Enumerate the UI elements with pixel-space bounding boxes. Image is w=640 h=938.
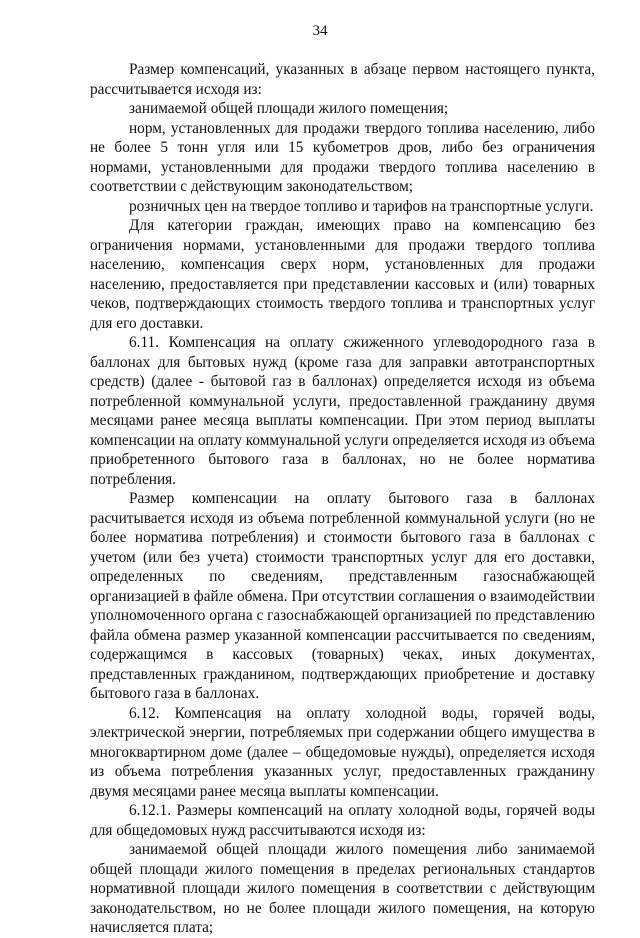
paragraph: 6.12.1. Размеры компенсаций на оплату холодной воды, горячей воды для общедомовых нужд рассчитываются исходя из: — [90, 802, 595, 839]
paragraph: 6.12. Компенсация на оплату холодной воды, горячей воды, электрической энергии, потребляемых при содержании общего имущества в многоквартирном доме (далее – общедомовые нужды), определяется исходя из объема потребления указанных услуг, предоставленных гражданину двумя месяцами ранее месяца выплаты компенсации. — [90, 704, 595, 800]
paragraph: Размер компенсации на оплату бытового газа в баллонах расчитывается исходя из объема потребленной коммунальной услуги (но не более норматива потребления) и стоимости бытового газа в баллонах с учетом (или без учета) стоимости транспортных услуг для его доставки, определенных по сведениям, представленным газоснабжающей организацией в файле обмена. При отсутствии соглашения о взаимодействии уполномоченного органа с газоснабжающей организацией по представлению файла обмена размер указанной компенсации рассчитывается по сведениям, содержащимся в кассовых (товарных) чеках, иных документах, представленных гражданином, подтверждающих приобретение и доставку бытового газа в баллонах. — [90, 490, 595, 702]
paragraph: занимаемой общей площади жилого помещения; — [129, 100, 449, 117]
paragraph: Размер компенсаций, указанных в абзаце первом настоящего пункта, рассчитывается исходя из: — [90, 61, 595, 98]
paragraph: Для категории граждан, имеющих право на компенсацию без ограничения нормами, установленными для продажи твердого топлива населению, компенсация сверх норм, установленных для продажи населению, предоставляется при представлении кассовых и (или) товарных чеков, подтверждающих стоимость твердого топлива и транспортных услуг для его доставки. — [90, 217, 595, 332]
paragraph: норм, установленных для продажи твердого топлива населению, либо не более 5 тонн угля или 15 кубометров дров, либо без ограничения нормами, установленными для продажи твердого топлива населению в соответствии с действующим законодательством; — [90, 119, 595, 195]
page-number: 34 — [312, 23, 328, 39]
paragraph: 6.11. Компенсация на оплату сжиженного углеводородного газа в баллонах для бытовых нужд (кроме газа для заправки автотранспортных средств) (далее - бытовой газ в баллонах) определяется исходя из объема потребленной коммунальной услуги, предоставленной гражданину двумя месяцами ранее месяца выплаты компенсации. При этом период выплаты компенсации на оплату коммунальной услуги определяется исходя из объема приобретенного бытового газа в баллонах, но не более норматива потребления. — [90, 334, 595, 488]
paragraph: занимаемой общей площади жилого помещения либо занимаемой общей площади жилого помещения в пределах региональных стандартов нормативной площади жилого помещения в соответствии с действующим законодательством, но не более площади жилого помещения, на которую начисляется плата; — [90, 841, 595, 936]
paragraph: розничных цен на твердое топливо и тарифов на транспортные услуги. — [129, 197, 594, 215]
document-body — [90, 60, 595, 938]
